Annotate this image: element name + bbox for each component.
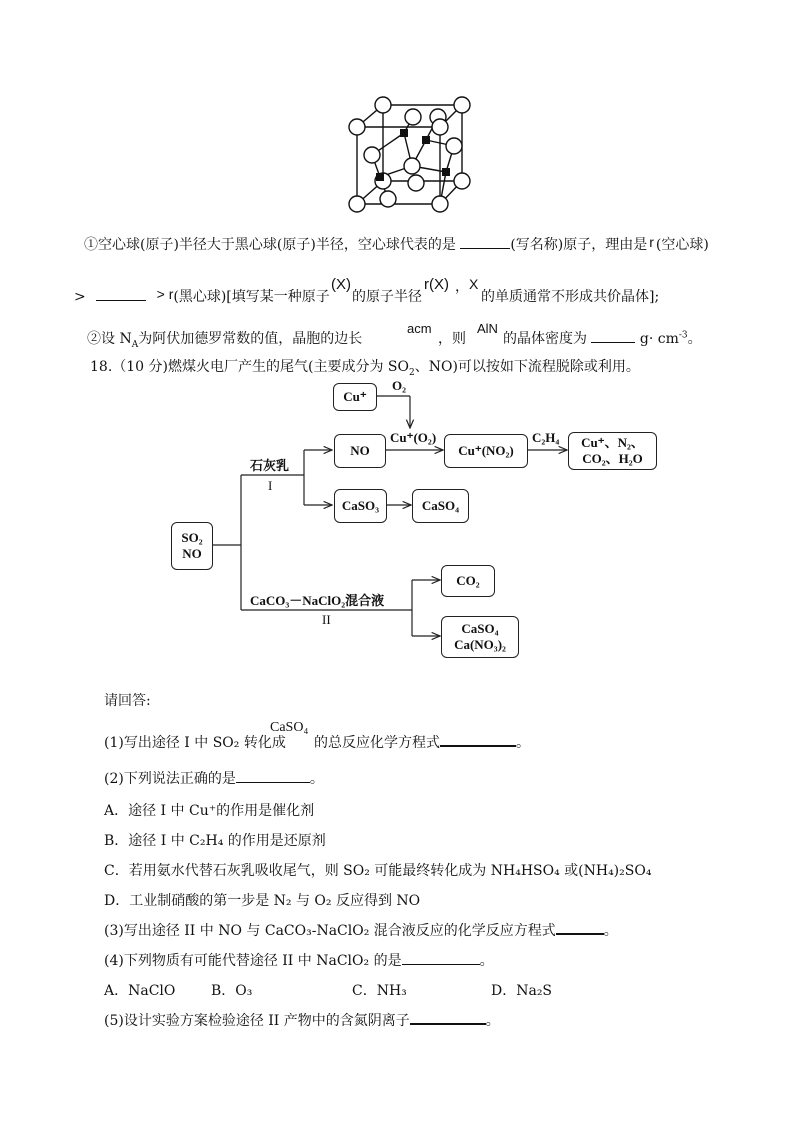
blank-p3[interactable] [556, 933, 604, 935]
choice4-c[interactable]: C．NH₃ [352, 983, 407, 999]
q17-line1-r: r [649, 234, 654, 250]
box-cu-plus: Cu⁺ [333, 383, 377, 411]
q17-acm: acm [407, 321, 432, 336]
p4-text: (4)下列物质有可能代替途径 II 中 NaClO₂ 的是 [104, 953, 402, 969]
q17-line1-text-a: ①空心球(原子)半径大于黑心球(原子)半径，空心球代表的是 [84, 237, 456, 253]
q17-line3-text-c: ，则 [438, 331, 466, 347]
ask-label: 请回答: [104, 693, 151, 709]
box-no: NO [334, 434, 386, 468]
q17-rx-label: r(X) [424, 276, 449, 293]
label-c2h4: C₂H₄ [532, 430, 560, 445]
box-so2-no: SO₂ NO [171, 522, 213, 570]
p1-text-a: (1)写出途径 I 中 SO₂ 转化成 [104, 735, 286, 751]
label-lime: 石灰乳 [250, 459, 290, 474]
option-d[interactable]: D．工业制硝酸的第一步是 N₂ 与 O₂ 反应得到 NO [104, 893, 421, 909]
q17-unit: g· cm [639, 331, 679, 347]
box-co2: CO₂ [441, 565, 495, 597]
q17-gt: > [74, 289, 86, 305]
blank-p4[interactable] [402, 964, 480, 965]
p2-text: (2)下列说法正确的是 [104, 771, 236, 787]
option-a[interactable]: A．途径 I 中 Cu⁺的作用是催化剂 [104, 803, 315, 819]
p3 [104, 920, 618, 940]
p1-right [314, 732, 530, 752]
q18-head-a: 18.（10 分)燃煤火电厂产生的尾气(主要成分为 SO [90, 359, 409, 375]
blank-p5[interactable] [410, 1023, 486, 1025]
q17-x-label-2: X [469, 276, 479, 292]
p5-text: (5)设计实验方案检验途径 II 产物中的含氮阴离子 [104, 1013, 410, 1029]
p1-caso4: CaSO₄ [270, 720, 309, 735]
box-products: Cu⁺、N₂、 CO₂、H₂O [568, 432, 657, 470]
q18-head-b: 、NO)可以按如下流程脱除或利用。 [414, 359, 640, 375]
q17-line2-r: > r [156, 286, 174, 302]
p4 [104, 950, 494, 970]
label-o2: O₂ [392, 378, 407, 393]
p5-end: 。 [485, 1013, 500, 1029]
option-c[interactable]: C．若用氨水代替石灰乳吸收尾气，则 SO₂ 可能最终转化成为 NH₄HSO₄ 或(NH₄)₂SO₄ [104, 863, 652, 879]
p2 [104, 768, 324, 788]
blank-p2[interactable] [236, 782, 310, 783]
box-cu-no2: Cu⁺(NO₂) [444, 434, 528, 468]
choice4-a[interactable]: A．NaClO [104, 983, 176, 999]
q18-head-sub: 2 [408, 367, 415, 378]
q17-line3-text-a: ②设 N [87, 331, 132, 347]
q17-line2-text-c: 的单质通常不形成共价晶体]; [481, 289, 660, 305]
box-caso4: CaSO₄ [412, 489, 469, 523]
q17-comma: ， [455, 279, 469, 295]
q17-aln: AlN [477, 321, 498, 336]
q17-line1-text-c: (空心球) [655, 237, 709, 253]
p1-end: 。 [516, 735, 530, 751]
q17-line3-text-b: 为阿伏加德罗常数的值，晶胞的边长 [138, 331, 363, 347]
box-caso3: CaSO₃ [334, 489, 387, 523]
q17-unit-exp: -3 [678, 330, 688, 341]
label-route-1: I [268, 478, 273, 493]
option-b[interactable]: B．途径 I 中 C₂H₄ 的作用是还原剂 [104, 833, 326, 849]
label-mix: CaCO₃－NaClO₂混合液 [250, 593, 385, 608]
p1-text-b: 的总反应化学方程式 [314, 735, 440, 751]
p4-end: 。 [479, 953, 494, 969]
blank-p1[interactable] [440, 745, 516, 747]
q17-x-label-1: (X) [331, 276, 351, 293]
p2-end: 。 [309, 771, 324, 787]
q17-line3-sub: A [131, 339, 139, 350]
q17-line3-text-d: 的晶体密度为 [503, 331, 587, 347]
q17-line3-end: 。 [687, 331, 702, 347]
p5 [104, 1010, 500, 1030]
label-cu-o2: Cu⁺(O₂) [390, 430, 437, 445]
label-route-2: II [322, 612, 331, 627]
choice4-d[interactable]: D．Na₂S [491, 983, 553, 999]
q17-line2-text-a: (黑心球)[填写某一种原子 [173, 289, 330, 305]
p3-end: 。 [603, 923, 618, 939]
q17-line2-text-b: 的原子半径 [352, 289, 422, 305]
p3-text: (3)写出途径 II 中 NO 与 CaCO₃-NaClO₂ 混合液反应的化学反应方程式 [104, 923, 556, 939]
choice4-b[interactable]: B．O₃ [211, 983, 253, 999]
box-caso4-cano3: CaSO₄ Ca(NO₃)₂ [441, 616, 519, 658]
q17-line1-text-b: (写名称)原子，理由是 [510, 237, 648, 253]
